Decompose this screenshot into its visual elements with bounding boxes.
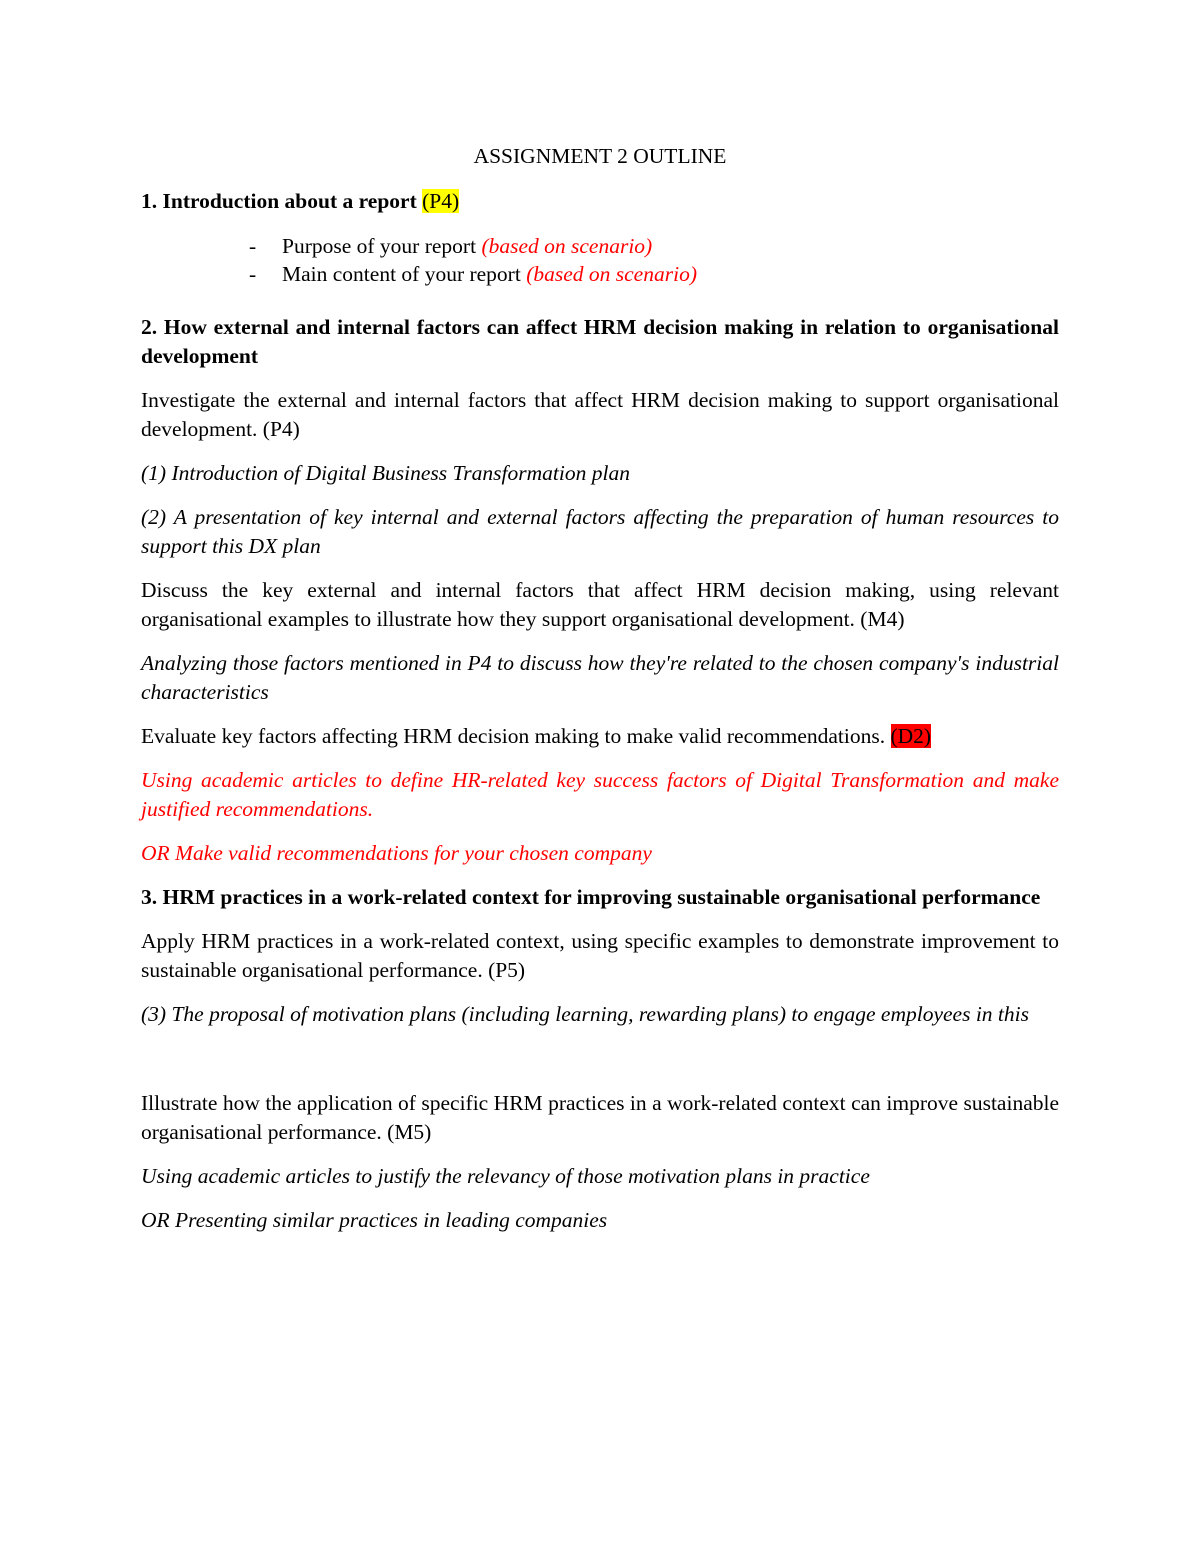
bullet-note: (based on scenario)	[526, 262, 697, 286]
document-page	[141, 142, 1059, 1250]
section-3-heading: 3. HRM practices in a work-related context for improving sustainable organisational performance	[141, 885, 1041, 909]
bullet-text: Purpose of your report	[282, 234, 477, 258]
section-3-m5-note-2: OR Presenting similar practices in leading companies	[141, 1208, 608, 1232]
d2-tag: (D2)	[890, 724, 932, 748]
blank-spacer	[141, 1044, 1059, 1089]
section-3-item-3: (3) The proposal of motivation plans (including learning, rewarding plans) to engage employees in this	[141, 1002, 1029, 1026]
section-1-heading-text: 1. Introduction about a report	[141, 189, 417, 213]
section-2-m4-criterion: Discuss the key external and internal factors that affect HRM decision making, using relevant organisational examples to illustrate how they support organisational development. (M4)	[141, 578, 1059, 631]
bullet-dash: -	[249, 234, 257, 258]
section-2-d2-note-2: OR Make valid recommendations for your chosen company	[141, 841, 652, 865]
list-item	[141, 232, 1059, 260]
section-3-m5-note-1: Using academic articles to justify the relevancy of those motivation plans in practice	[141, 1164, 870, 1188]
section-1-bullet-list	[141, 232, 1059, 288]
section-2-heading: 2. How external and internal factors can affect HRM decision making in relation to organisational development	[141, 315, 1059, 368]
section-2-item-2: (2) A presentation of key internal and external factors affecting the preparation of human resources to support this DX plan	[141, 505, 1059, 558]
section-2-item-1: (1) Introduction of Digital Business Transformation plan	[141, 461, 630, 485]
section-1-heading	[141, 187, 1059, 216]
section-2-d2-note-1: Using academic articles to define HR-related key success factors of Digital Transformation and make justified recommendations.	[141, 768, 1059, 821]
section-3-m5-criterion: Illustrate how the application of specific HRM practices in a work-related context can improve sustainable organisational performance. (M5)	[141, 1091, 1059, 1144]
d2-criterion-text: Evaluate key factors affecting HRM decision making to make valid recommendations.	[141, 724, 886, 748]
section-2-m4-note: Analyzing those factors mentioned in P4 to discuss how they're related to the chosen company's industrial characteristics	[141, 651, 1059, 704]
section-2-d2-criterion	[141, 722, 1059, 751]
bullet-note: (based on scenario)	[481, 234, 653, 258]
document-title: ASSIGNMENT 2 OUTLINE	[473, 144, 727, 168]
bullet-text: Main content of your report	[282, 262, 521, 286]
bullet-dash: -	[249, 262, 257, 286]
section-1-tag: (P4)	[422, 189, 460, 213]
section-3-p5-criterion: Apply HRM practices in a work-related context, using specific examples to demonstrate improvement to sustainable organisational performance. (P5)	[141, 929, 1059, 982]
section-2-p4-criterion: Investigate the external and internal factors that affect HRM decision making to support organisational development. (P4)	[141, 388, 1059, 441]
list-item	[141, 260, 1059, 288]
